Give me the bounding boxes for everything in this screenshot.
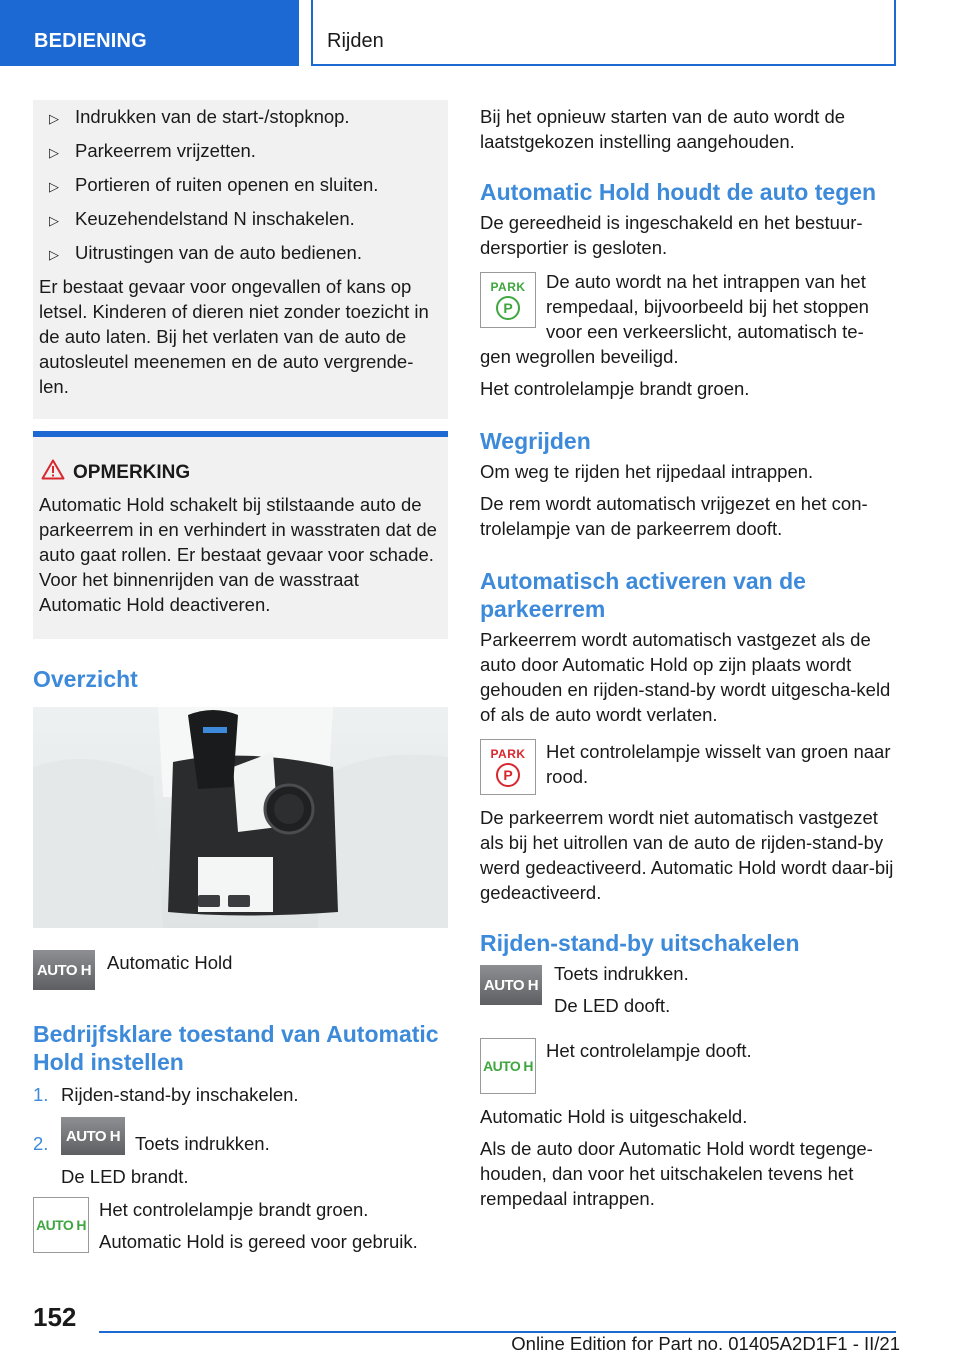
restart-text: Bij het opnieuw starten van de auto wordt de laatstgekozen instelling aangehouden. — [480, 106, 846, 152]
note-text: Automatic Hold schakelt bij stilstaande auto de parkeerrem in en verhindert in wasstraten dat de auto gaat rollen. Er bestaat gevaar voor schade. Voor het binnenrijden van de wasstraat Automatic Hold deactiveren. — [39, 494, 437, 615]
press-button-text: Toets indrukken. — [554, 963, 689, 984]
lamp-green-row — [33, 1197, 448, 1254]
standby-off-text-2: Als de auto door Automatic Hold wordt tegenge-houden, dan voor het uitschakelen tevens het rempedaal intrappen. — [480, 1138, 873, 1209]
auto-parkbrake-text-2: De parkeerrem wordt niet automatisch vastgezet als bij het uitrollen van de auto de rijden-stand-by werd gedeactiveerd. Automatic Hold wordt daar-bij gedeactiveerd. — [480, 807, 894, 903]
drive-text-1: Om weg te rijden het rijpedaal intrappen. — [480, 461, 814, 482]
triangle-bullet-icon: ▷ — [49, 111, 59, 126]
note-box — [33, 431, 448, 639]
hold-text-2: De auto wordt na het intrappen van het rempedaal, bijvoorbeeld bij het stoppen voor een verkeerslicht, automatisch te- — [546, 271, 869, 342]
lamp-green-text: Het controlelampje brandt groen. — [99, 1199, 369, 1220]
triangle-bullet-icon: ▷ — [49, 247, 59, 262]
step-1: 1. Rijden-stand-by inschakelen. — [33, 1084, 299, 1105]
auto-parkbrake-lamp-text: Het controlelampje wisselt van groen naar rood. — [546, 741, 891, 787]
park-red-row — [480, 739, 900, 795]
note-title: OPMERKING — [73, 461, 191, 483]
chapter-tab: Rijden — [311, 0, 896, 66]
auto-parkbrake-heading: Automatisch activeren van de parkeerrem — [480, 568, 806, 622]
warning-text: Er bestaat gevaar voor ongevallen of kans op letsel. Kinderen of dieren niet zonder toezicht in de auto laten. Bij het verlaten van de auto de autosleutel meenemen en de auto vergrende-len. — [39, 276, 429, 397]
auto-h-indicator-lamp-icon: AUTO H — [480, 1038, 536, 1094]
auto-h-button-icon: AUTO H — [33, 950, 95, 990]
overview-heading: Overzicht — [33, 666, 138, 692]
page-number: 152 — [33, 1302, 77, 1332]
list-item: ▷ Parkeerrem vrijzetten. — [39, 138, 440, 165]
auto-h-button-icon: AUTO H — [61, 1117, 125, 1155]
edition-text: Online Edition for Part no. 01405A2D1F1 - II/21 — [511, 1333, 900, 1354]
left-column — [33, 100, 448, 1254]
park-brake-green-lamp-icon: PARK P — [480, 272, 536, 328]
page-header — [0, 0, 960, 66]
lamp-off-text: Het controlelampje dooft. — [546, 1040, 752, 1061]
auto-parkbrake-text-1: Parkeerrem wordt automatisch vastgezet als de auto door Automatic Hold op zijn plaats wordt gehouden en rijden-stand-by wordt uitgescha-keld of als de auto wordt verlaten. — [480, 629, 891, 725]
note-header — [39, 459, 440, 486]
right-column — [480, 104, 900, 1211]
ready-state-heading: Bedrijfsklare toestand van Automatic Hold instellen — [33, 1021, 439, 1075]
auto-h-button-icon: AUTO H — [480, 965, 542, 1005]
led-on-text: De LED brandt. — [61, 1166, 189, 1187]
page-footer — [0, 1290, 960, 1362]
triangle-bullet-icon: ▷ — [49, 213, 59, 228]
caption-text: Automatic Hold — [107, 952, 233, 973]
hold-text-1: De gereedheid is ingeschakeld en het bestuur-dersportier is gesloten. — [480, 212, 863, 258]
warning-triangle-icon — [39, 459, 73, 486]
led-off-text: De LED dooft. — [554, 995, 671, 1016]
center-console-photo — [33, 707, 448, 928]
standby-off-button-row — [480, 961, 900, 1018]
drive-text-2: De rem wordt automatisch vrijgezet en het con-trolelampje van de parkeerrem dooft. — [480, 493, 868, 539]
triangle-bullet-icon: ▷ — [49, 179, 59, 194]
warning-continuation-box — [33, 100, 448, 419]
list-item: ▷ Portieren of ruiten openen en sluiten. — [39, 172, 440, 199]
list-item: ▷ Keuzehendelstand N inschakelen. — [39, 206, 440, 233]
auto-h-indicator-lamp-icon: AUTO H — [33, 1197, 89, 1253]
step-2: 2. AUTO H Toets indrukken. — [33, 1117, 448, 1156]
ready-for-use-text: Automatic Hold is gereed voor gebruik. — [99, 1231, 418, 1252]
standby-off-text-1: Automatic Hold is uitgeschakeld. — [480, 1106, 748, 1127]
park-brake-red-lamp-icon: PARK P — [480, 739, 536, 795]
hold-text-2-cont: gen wegrollen beveiligd. — [480, 346, 679, 367]
hold-heading: Automatic Hold houdt de auto tegen — [480, 179, 877, 205]
automatic-hold-caption-row — [33, 950, 448, 990]
hold-text-3: Het controlelampje brandt groen. — [480, 378, 750, 399]
lamp-off-row — [480, 1038, 900, 1094]
list-item: ▷ Uitrustingen van de auto bedienen. — [39, 240, 440, 267]
standby-off-heading: Rijden-stand-by uitschakelen — [480, 930, 800, 956]
list-item: ▷ Indrukken van de start-/stopknop. — [39, 104, 440, 131]
park-green-row — [480, 269, 900, 344]
drive-off-heading: Wegrijden — [480, 428, 591, 454]
section-tab: BEDIENING — [0, 0, 299, 66]
triangle-bullet-icon: ▷ — [49, 145, 59, 160]
